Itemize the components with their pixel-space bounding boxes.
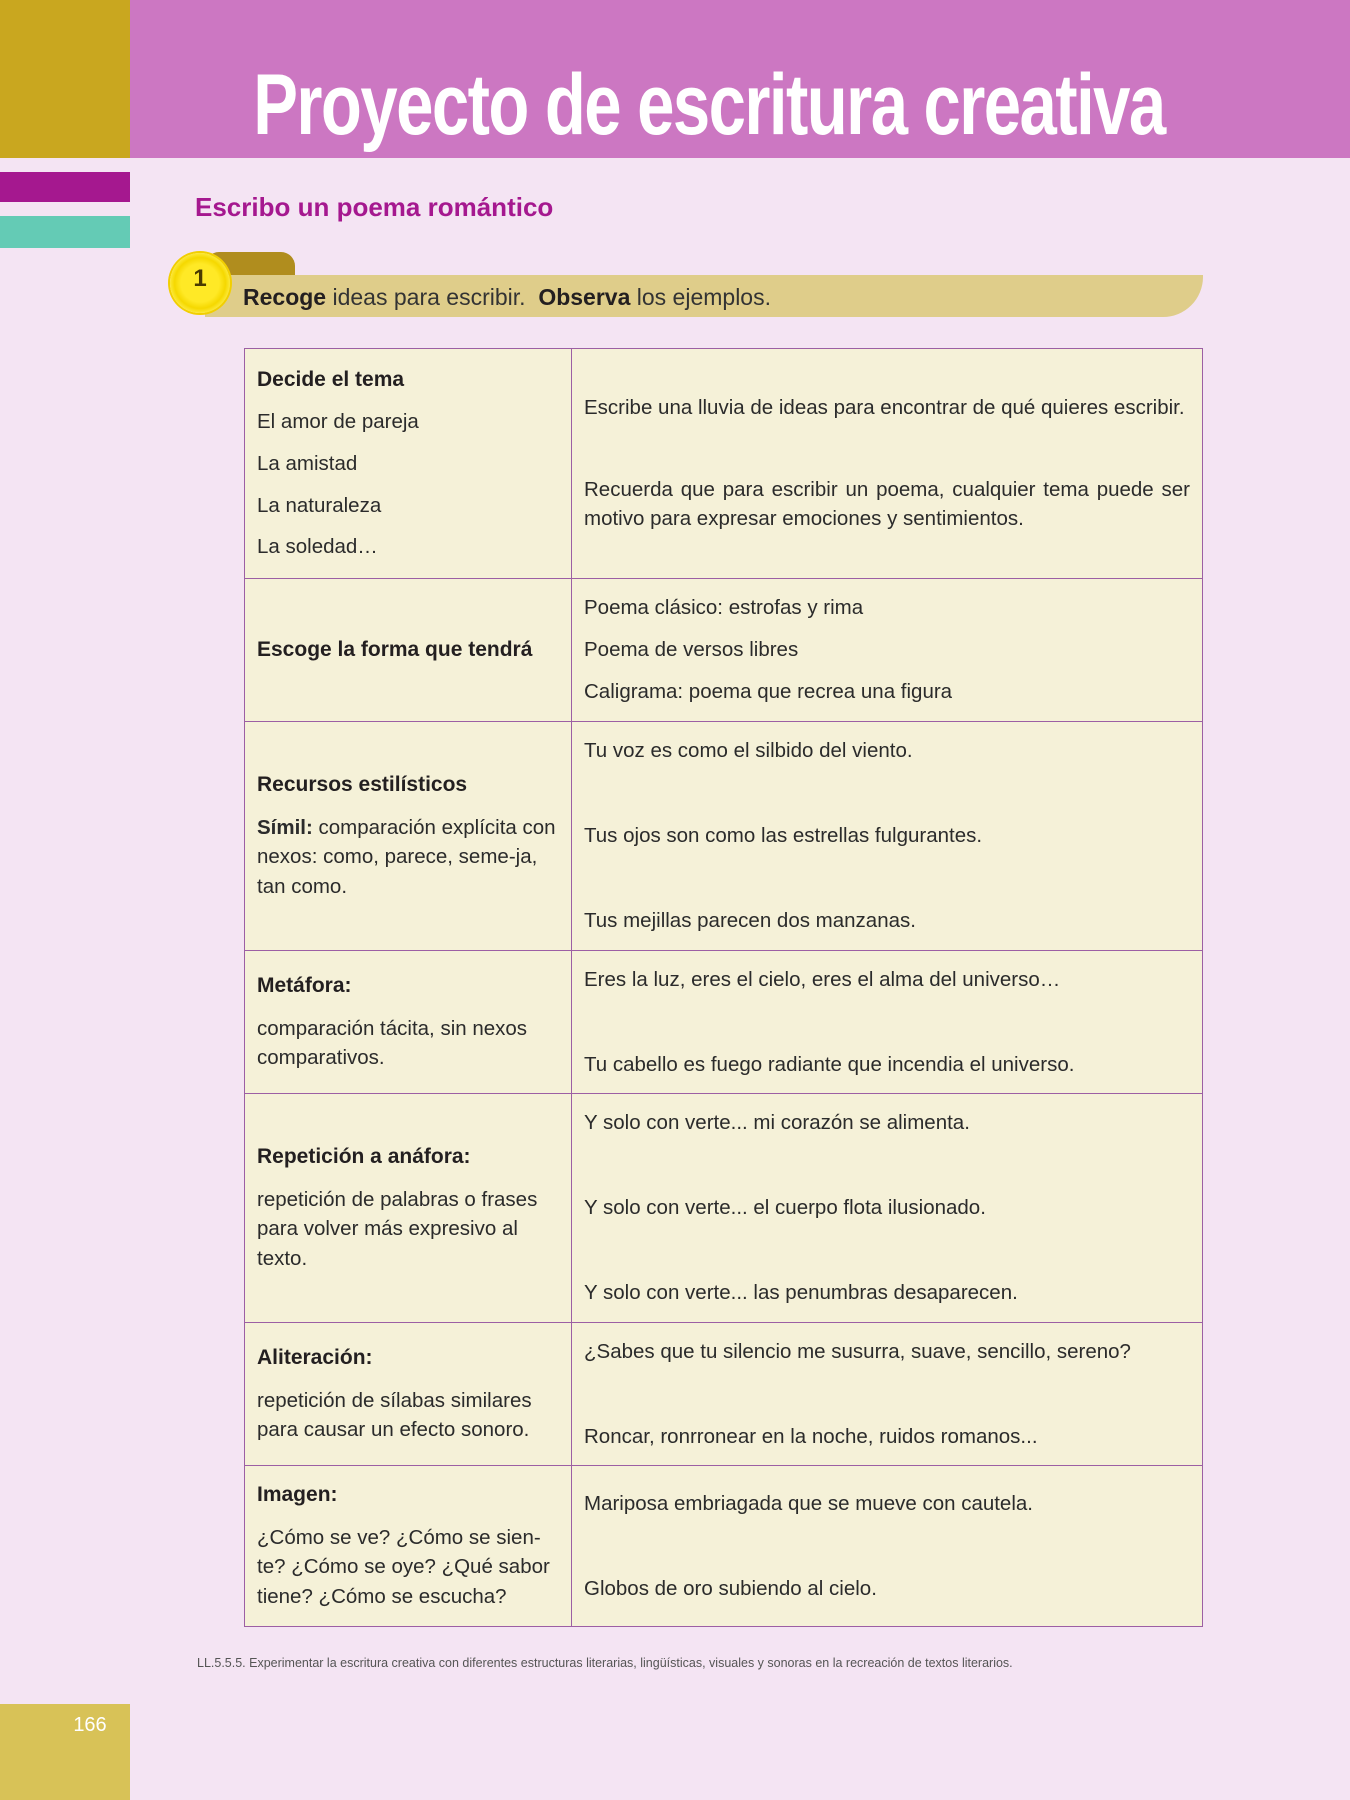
table-row bbox=[245, 722, 1203, 951]
curriculum-footnote: LL.5.5.5. Experimentar la escritura creativa con diferentes estructuras literarias, lingüísticas, visuales y sonoras en la recreación de textos literarios. bbox=[197, 1656, 1013, 1670]
table-cell-left bbox=[245, 951, 572, 1094]
example-line: Tus ojos son como las estrellas fulgurantes. bbox=[584, 824, 983, 848]
table-cell-right bbox=[572, 951, 1203, 1094]
row-heading: Metáfora: bbox=[257, 974, 352, 998]
row-heading: Decide el tema bbox=[257, 367, 405, 391]
row-heading: Recursos estilísticos bbox=[257, 773, 468, 797]
left-magenta-strip bbox=[0, 172, 130, 202]
table-cell-left bbox=[245, 1094, 572, 1323]
row-heading: Imagen: bbox=[257, 1483, 338, 1507]
table-cell-right bbox=[572, 579, 1203, 722]
example-line: Escribe una lluvia de ideas para encontrar de qué quieres escribir. bbox=[584, 395, 1185, 419]
list-item: El amor de pareja bbox=[257, 410, 419, 434]
example-line: Y solo con verte... las penumbras desaparecen. bbox=[584, 1280, 1018, 1304]
row-description-text: comparación explícita con nexos: como, parece, seme-ja, tan como. bbox=[257, 815, 556, 899]
table-cell-right bbox=[572, 349, 1203, 579]
example-line: Tu cabello es fuego radiante que incendia el universo. bbox=[584, 1052, 1075, 1076]
example-line: ¿Sabes que tu silencio me susurra, suave, sencillo, sereno? bbox=[584, 1339, 1131, 1363]
example-line: Globos de oro subiendo al cielo. bbox=[584, 1576, 877, 1600]
step-number: 1 bbox=[193, 265, 207, 292]
example-line: Mariposa embriagada que se mueve con cautela. bbox=[584, 1491, 1033, 1515]
row-heading: Repetición a anáfora: bbox=[257, 1145, 471, 1169]
row-description-text: repetición de palabras o frases para volver más expresivo al texto. bbox=[257, 1187, 538, 1271]
table-row bbox=[245, 1323, 1203, 1466]
table-cell-right bbox=[572, 722, 1203, 951]
example-line: Y solo con verte... el cuerpo flota ilusionado. bbox=[584, 1196, 986, 1220]
list-item: La amistad bbox=[257, 452, 358, 475]
step-number-badge bbox=[170, 253, 230, 313]
step-verb-collect: Recoge bbox=[243, 284, 327, 310]
left-teal-strip bbox=[0, 216, 130, 248]
table-row bbox=[245, 1466, 1203, 1627]
step-instruction bbox=[243, 284, 771, 311]
example-line: Recuerda que para escribir un poema, cualquier tema puede ser motivo para expresar emociones y sentimientos. bbox=[584, 477, 1190, 531]
table-cell-right bbox=[572, 1323, 1203, 1466]
step-verb-observe: Observa bbox=[538, 284, 631, 310]
example-line: Roncar, ronrronear en la noche, ruidos romanos... bbox=[584, 1424, 1038, 1448]
ideas-table bbox=[244, 348, 1203, 1627]
example-line: Y solo con verte... mi corazón se alimenta. bbox=[584, 1111, 970, 1135]
table-row bbox=[245, 349, 1203, 579]
row-heading: Escoge la forma que tendrá bbox=[257, 637, 533, 661]
page-number: 166 bbox=[73, 1714, 107, 1736]
example-line: Caligrama: poema que recrea una figura bbox=[584, 679, 953, 703]
row-description bbox=[257, 813, 559, 902]
left-gold-strip bbox=[0, 0, 130, 158]
example-line: Tus mejillas parecen dos manzanas. bbox=[584, 908, 916, 932]
row-description-text: repetición de sílabas similares para causar un efecto sonoro. bbox=[257, 1388, 532, 1442]
example-line: Eres la luz, eres el cielo, eres el alma del universo… bbox=[584, 967, 1061, 991]
list-item: La soledad… bbox=[257, 535, 378, 559]
example-line: Tu voz es como el silbido del viento. bbox=[584, 739, 913, 763]
step-text-2: los ejemplos. bbox=[630, 284, 771, 310]
table-row bbox=[245, 951, 1203, 1094]
row-description-text: ¿Cómo se ve? ¿Cómo se sien-te? ¿Cómo se oye? ¿Qué sabor tiene? ¿Cómo se escucha? bbox=[257, 1525, 550, 1609]
table-cell-left bbox=[245, 349, 572, 579]
row-description-text: comparación tácita, sin nexos comparativos. bbox=[257, 1016, 528, 1070]
table-cell-left bbox=[245, 579, 572, 722]
row-heading: Aliteración: bbox=[257, 1346, 373, 1370]
table-row bbox=[245, 1094, 1203, 1323]
table-row bbox=[245, 579, 1203, 722]
page-title: Proyecto de escritura creativa bbox=[253, 57, 1165, 153]
table-cell-left bbox=[245, 722, 572, 951]
step-text-1: ideas para escribir. bbox=[326, 284, 539, 310]
list-item: La naturaleza bbox=[257, 493, 382, 517]
table-cell-right bbox=[572, 1094, 1203, 1323]
row-term: Símil: bbox=[257, 815, 313, 839]
example-line: Poema clásico: estrofas y rima bbox=[584, 596, 864, 620]
section-subtitle: Escribo un poema romántico bbox=[195, 192, 554, 222]
table-cell-right bbox=[572, 1466, 1203, 1627]
table-cell-left bbox=[245, 1323, 572, 1466]
example-line: Poema de versos libres bbox=[584, 638, 799, 662]
table-cell-left bbox=[245, 1466, 572, 1627]
